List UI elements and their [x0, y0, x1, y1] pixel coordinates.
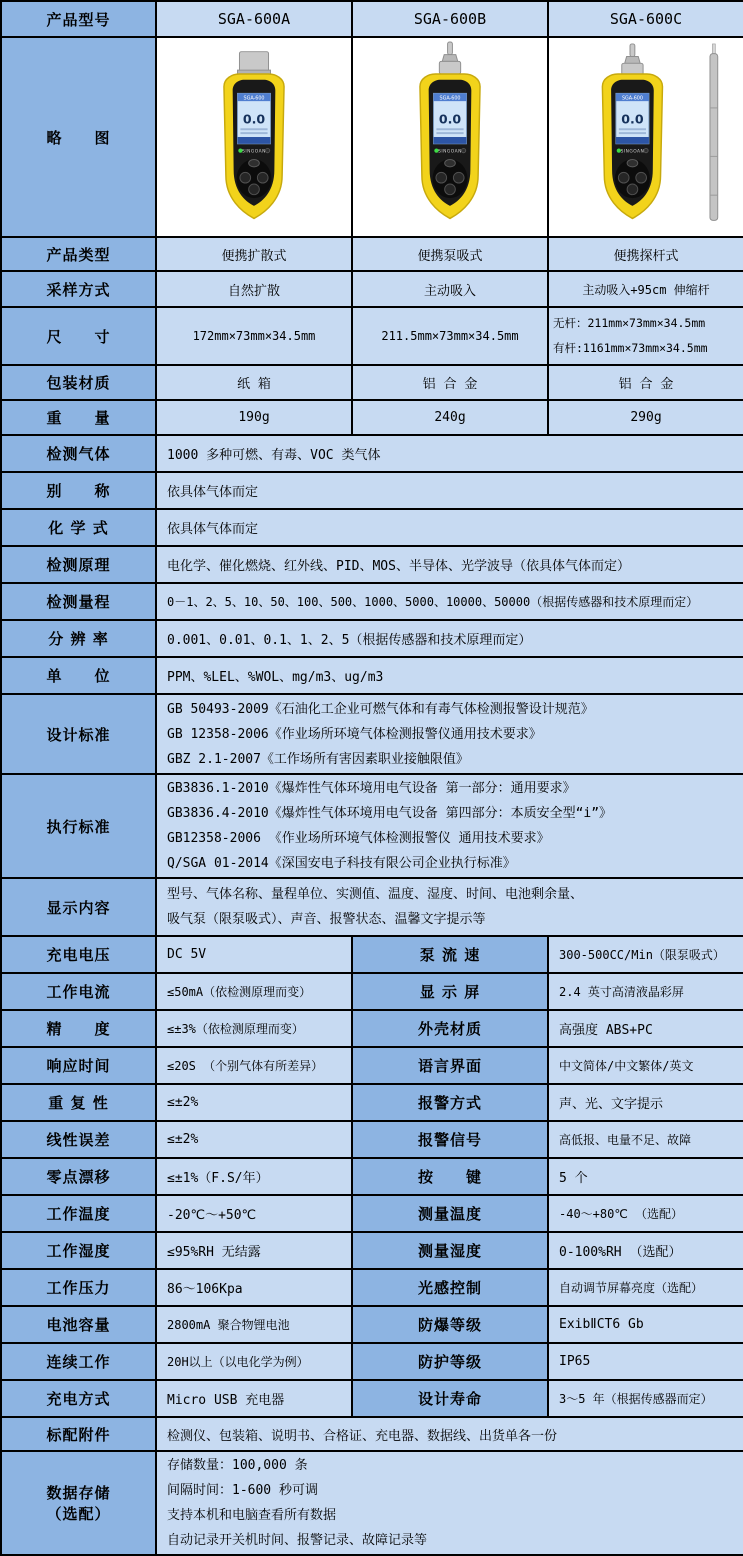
working-humidity-value: ≤95%RH 无结露: [156, 1232, 352, 1269]
display-content-line: 吸气泵（限泵吸式）、声音、报警状态、温馨文字提示等: [167, 912, 486, 927]
svg-text:0.0: 0.0: [438, 111, 462, 127]
svg-text:SINGOAN: SINGOAN: [620, 149, 645, 155]
screen-label: 显 示 屏: [352, 973, 548, 1010]
shell-material-label: 外壳材质: [352, 1010, 548, 1047]
packaging-b: 铝 合 金: [352, 365, 548, 400]
pump-flow-label: 泵 流 速: [352, 936, 548, 973]
design-life-label: 设计寿命: [352, 1380, 548, 1417]
execution-standard-line: Q/SGA 01-2014《深国安电子科技有限公司企业执行标准》: [167, 856, 516, 871]
display-content-value: [156, 878, 743, 936]
buttons-value: 5 个: [548, 1158, 743, 1195]
svg-text:0.0: 0.0: [242, 111, 266, 127]
linearity-error-value: ≤±2%: [156, 1121, 352, 1158]
sketch-label: 略 图: [1, 37, 156, 237]
units-label: 单 位: [1, 657, 156, 694]
measure-humidity-value: 0-100%RH （选配）: [548, 1232, 743, 1269]
units-value: PPM、%LEL、%WOL、mg/m3、ug/m3: [156, 657, 743, 694]
alias-label: 别 称: [1, 472, 156, 509]
detection-principle-row: [1, 546, 743, 583]
zero-drift-value: ≤±1%（F.S/年）: [156, 1158, 352, 1195]
data-storage-line: 存储数量：100,000 条: [167, 1458, 308, 1473]
resolution-value: 0.001、0.01、0.1、1、2、5（根据传感器和技术原理而定）: [156, 620, 743, 657]
packaging-c: 铝 合 金: [548, 365, 743, 400]
paired-row-repeatability: [1, 1084, 743, 1121]
data-storage-line: 支持本机和电脑查看所有数据: [167, 1508, 337, 1523]
measure-temperature-label: 测量温度: [352, 1195, 548, 1232]
data-storage-line: 间隔时间：1-600 秒可调: [167, 1483, 318, 1498]
data-storage-line: 自动记录开关机时间、报警记录、故障记录等: [167, 1533, 428, 1548]
paired-row-continuous-work: [1, 1343, 743, 1380]
design-life-value: 3～5 年（根据传感器而定）: [548, 1380, 743, 1417]
gas-detector-diffusion-image: [159, 39, 349, 235]
size-label: 尺 寸: [1, 307, 156, 365]
accuracy-label: 精 度: [1, 1010, 156, 1047]
explosion-proof-value: ExibⅡCT6 Gb: [548, 1306, 743, 1343]
paired-row-working-pressure: [1, 1269, 743, 1306]
gas-types-value: 1000 多种可燃、有毒、VOC 类气体: [156, 435, 743, 472]
language-value: 中文简体/中文繁体/英文: [548, 1047, 743, 1084]
screen-value: 2.4 英寸高清液晶彩屏: [548, 973, 743, 1010]
sketch-cell-b: [352, 37, 548, 237]
display-content-label: 显示内容: [1, 878, 156, 936]
chemical-formula-label: 化 学 式: [1, 509, 156, 546]
gas-detector-pump-image: [355, 39, 545, 235]
accuracy-value: ≤±3%（依检测原理而变）: [156, 1010, 352, 1047]
charging-mode-value: Micro USB 充电器: [156, 1380, 352, 1417]
weight-b: 240g: [352, 400, 548, 435]
svg-text:SGA-600: SGA-600: [439, 96, 461, 102]
alias-row: [1, 472, 743, 509]
resolution-row: [1, 620, 743, 657]
detection-principle-value: 电化学、催化燃烧、红外线、PID、MOS、半导体、光学波导（依具体气体而定）: [156, 546, 743, 583]
size-c-line1: 无杆：211mm×73mm×34.5mm: [553, 316, 706, 330]
sketch-cell-a: [156, 37, 352, 237]
model-name-a: SGA-600A: [156, 1, 352, 37]
alarm-mode-label: 报警方式: [352, 1084, 548, 1121]
working-temperature-label: 工作温度: [1, 1195, 156, 1232]
packaging-label: 包装材质: [1, 365, 156, 400]
light-sensor-label: 光感控制: [352, 1269, 548, 1306]
design-standards-value: [156, 694, 743, 774]
packaging-a: 纸 箱: [156, 365, 352, 400]
units-row: [1, 657, 743, 694]
sampling-row: [1, 271, 743, 307]
design-standards-label: 设计标准: [1, 694, 156, 774]
design-standard-line: GB 50493-2009《石油化工企业可燃气体和有毒气体检测报警设计规范》: [167, 701, 594, 717]
battery-capacity-label: 电池容量: [1, 1306, 156, 1343]
execution-standard-line: GB12358-2006 《作业场所环境气体检测报警仪 通用技术要求》: [167, 831, 550, 846]
language-label: 语言界面: [352, 1047, 548, 1084]
design-standard-line: GBZ 2.1-2007《工作场所有害因素职业接触限值》: [167, 751, 469, 767]
data-storage-label-line1: 数据存储: [46, 1484, 111, 1502]
working-pressure-value: 86～106Kpa: [156, 1269, 352, 1306]
design-standard-line: GB 12358-2006《作业场所环境气体检测报警仪通用技术要求》: [167, 726, 542, 742]
paired-row-working-humidity: [1, 1232, 743, 1269]
svg-text:SGA-600: SGA-600: [243, 96, 265, 102]
sampling-b: 主动吸入: [352, 271, 548, 307]
response-time-label: 响应时间: [1, 1047, 156, 1084]
explosion-proof-label: 防爆等级: [352, 1306, 548, 1343]
gas-types-row: [1, 435, 743, 472]
paired-row-zero-drift: [1, 1158, 743, 1195]
size-b: 211.5mm×73mm×34.5mm: [352, 307, 548, 365]
pump-flow-value: 300-500CC/Min（限泵吸式）: [548, 936, 743, 973]
chemical-formula-row: [1, 509, 743, 546]
paired-row-response-time: [1, 1047, 743, 1084]
svg-text:SINGOAN: SINGOAN: [242, 149, 266, 155]
execution-standard-line: GB3836.1-2010《爆炸性气体环境用电气设备 第一部分：通用要求》: [167, 781, 576, 796]
measure-humidity-label: 测量湿度: [352, 1232, 548, 1269]
product-type-row: [1, 237, 743, 271]
model-name-c: SGA-600C: [548, 1, 743, 37]
paired-row-charge-voltage: [1, 936, 743, 973]
product-type-a: 便携扩散式: [156, 237, 352, 271]
protection-grade-label: 防护等级: [352, 1343, 548, 1380]
display-content-row: [1, 878, 743, 936]
paired-row-charging-mode: [1, 1380, 743, 1417]
size-c: [548, 307, 743, 365]
gas-detector-probe-image: [551, 39, 741, 235]
paired-row-accuracy: [1, 1010, 743, 1047]
svg-text:0.0: 0.0: [621, 111, 644, 127]
weight-label: 重 量: [1, 400, 156, 435]
working-current-value: ≤50mA（依检测原理而变）: [156, 973, 352, 1010]
chemical-formula-value: 依具体气体而定: [156, 509, 743, 546]
display-content-line: 型号、气体名称、量程单位、实测值、温度、湿度、时间、电池剩余量、: [167, 887, 584, 902]
charging-mode-label: 充电方式: [1, 1380, 156, 1417]
gas-types-label: 检测气体: [1, 435, 156, 472]
detection-range-value: 0－1、2、5、10、50、100、500、1000、5000、10000、50000（根据传感器和技术原理而定）: [156, 583, 743, 620]
working-pressure-label: 工作压力: [1, 1269, 156, 1306]
resolution-label: 分 辨 率: [1, 620, 156, 657]
accessories-row: [1, 1417, 743, 1451]
execution-standards-label: 执行标准: [1, 774, 156, 878]
zero-drift-label: 零点漂移: [1, 1158, 156, 1195]
sampling-a: 自然扩散: [156, 271, 352, 307]
execution-standards-row: [1, 774, 743, 878]
packaging-row: [1, 365, 743, 400]
continuous-work-value: 20H以上（以电化学为例）: [156, 1343, 352, 1380]
design-standards-row: [1, 694, 743, 774]
paired-row-battery-capacity: [1, 1306, 743, 1343]
product-type-b: 便携泵吸式: [352, 237, 548, 271]
sketch-row: [1, 37, 743, 237]
alias-value: 依具体气体而定: [156, 472, 743, 509]
protection-grade-value: IP65: [548, 1343, 743, 1380]
working-temperature-value: -20℃～+50℃: [156, 1195, 352, 1232]
execution-standards-value: [156, 774, 743, 878]
execution-standard-line: GB3836.4-2010《爆炸性气体环境用电气设备 第四部分：本质安全型“i”》: [167, 806, 613, 821]
weight-a: 190g: [156, 400, 352, 435]
detection-principle-label: 检测原理: [1, 546, 156, 583]
paired-row-working-current: [1, 973, 743, 1010]
accessories-value: 检测仪、包装箱、说明书、合格证、充电器、数据线、出货单各一份: [156, 1417, 743, 1451]
battery-capacity-value: 2800mA 聚合物锂电池: [156, 1306, 352, 1343]
size-c-line2: 有杆:1161mm×73mm×34.5mm: [553, 341, 708, 355]
sampling-label: 采样方式: [1, 271, 156, 307]
weight-row: [1, 400, 743, 435]
size-a: 172mm×73mm×34.5mm: [156, 307, 352, 365]
working-current-label: 工作电流: [1, 973, 156, 1010]
repeatability-value: ≤±2%: [156, 1084, 352, 1121]
sampling-c: 主动吸入+95cm 伸缩杆: [548, 271, 743, 307]
charge-voltage-value: DC 5V: [156, 936, 352, 973]
detection-range-label: 检测量程: [1, 583, 156, 620]
size-row: [1, 307, 743, 365]
paired-row-working-temperature: [1, 1195, 743, 1232]
weight-c: 290g: [548, 400, 743, 435]
charge-voltage-label: 充电电压: [1, 936, 156, 973]
product-type-label: 产品类型: [1, 237, 156, 271]
shell-material-value: 高强度 ABS+PC: [548, 1010, 743, 1047]
sketch-cell-c: [548, 37, 743, 237]
header-row: [1, 1, 743, 37]
svg-text:SINGOAN: SINGOAN: [438, 149, 462, 155]
linearity-error-label: 线性误差: [1, 1121, 156, 1158]
data-storage-label-line2: （选配）: [46, 1505, 111, 1523]
light-sensor-value: 自动调节屏幕亮度（选配）: [548, 1269, 743, 1306]
data-storage-label: [1, 1451, 156, 1555]
model-name-b: SGA-600B: [352, 1, 548, 37]
product-type-c: 便携探杆式: [548, 237, 743, 271]
header-label: 产品型号: [1, 1, 156, 37]
measure-temperature-value: -40～+80℃ （选配）: [548, 1195, 743, 1232]
alarm-mode-value: 声、光、文字提示: [548, 1084, 743, 1121]
alarm-signal-value: 高低报、电量不足、故障: [548, 1121, 743, 1158]
data-storage-value: [156, 1451, 743, 1555]
buttons-label: 按 键: [352, 1158, 548, 1195]
continuous-work-label: 连续工作: [1, 1343, 156, 1380]
working-humidity-label: 工作湿度: [1, 1232, 156, 1269]
svg-text:SGA-600: SGA-600: [621, 96, 643, 102]
detection-range-row: [1, 583, 743, 620]
repeatability-label: 重 复 性: [1, 1084, 156, 1121]
response-time-value: ≤20S （个别气体有所差异）: [156, 1047, 352, 1084]
data-storage-row: [1, 1451, 743, 1555]
accessories-label: 标配附件: [1, 1417, 156, 1451]
paired-row-linearity-error: [1, 1121, 743, 1158]
alarm-signal-label: 报警信号: [352, 1121, 548, 1158]
